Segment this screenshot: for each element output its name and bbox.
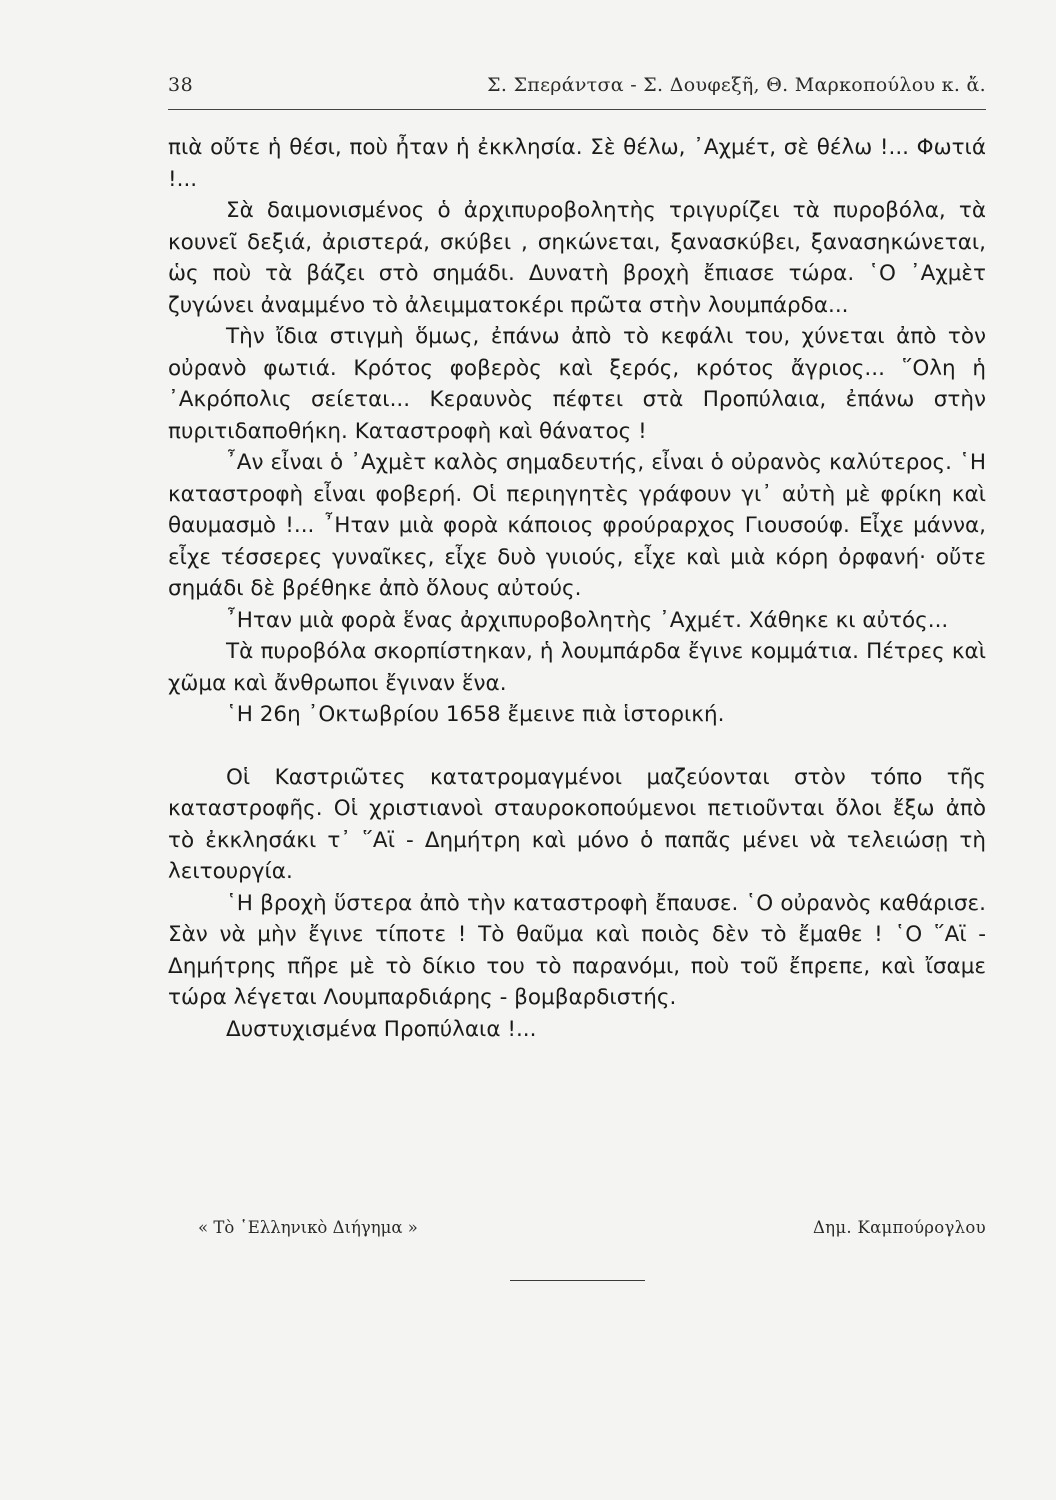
- source-attribution: [198, 1218, 986, 1248]
- source-author: Δημ. Καμπούρογλου: [812, 1218, 986, 1237]
- page-header: [168, 70, 986, 102]
- end-rule: [510, 1280, 645, 1281]
- paragraph-3: Τὴν ἴδια στιγμὴ ὅμως, ἐπάνω ἀπὸ τὸ κεφάλι του, χύνεται ἀπὸ τὸν οὐρανὸ φωτιά. Κρότος φοβερὸς καὶ ξερός, κρότος ἄγριος... ῞Ολη ἡ ᾿Ακρόπολις σείεται... Κεραυνὸς πέφτει στὰ Προπύλαια, ἐπάνω στὴν πυριτιδαποθήκη. Καταστροφὴ καὶ θάνατος !: [168, 324, 986, 444]
- paragraph-10: Δυστυχισμένα Προπύλαια !...: [226, 1016, 537, 1042]
- paragraph-7: ῾Η 26η ᾿Οκτωβρίου 1658 ἔμεινε πιὰ ἱστορική.: [226, 702, 725, 727]
- paragraph-1: πιὰ οὔτε ἡ θέσι, ποὺ ἦταν ἡ ἐκκλησία. Σὲ θέλω, ᾿Αχμέτ, σὲ θέλω !... Φωτιά !...: [168, 135, 986, 192]
- paragraph-8: Οἱ Καστριῶτες κατατρομαγμένοι μαζεύονται στὸν τόπο τῆς καταστροφῆς. Οἱ χριστιανοὶ σταυροκοπούμενοι πετιοῦνται ὅλοι ἔξω ἀπὸ τὸ ἐκκλησάκι τ᾿ ῞Αϊ - Δημήτρη καὶ μόνο ὁ παπᾶς μένει νὰ τελειώσῃ τὴ λειτουργία.: [168, 764, 986, 884]
- paragraph-9: ῾Η βροχὴ ὕστερα ἀπὸ τὴν καταστροφὴ ἔπαυσε. ῾Ο οὐρανὸς καθάρισε. Σὰν νὰ μὴν ἔγινε τίποτε ! Τὸ θαῦμα καὶ ποιὸς δὲν τὸ ἔμαθε ! ῾Ο ῞Αϊ - Δημήτρης πῆρε μὲ τὸ δίκιο του τὸ παρανόμι, ποὺ τοῦ ἔπρεπε, καὶ ἴσαμε τώρα λέγεται Λουμπαρδιάρης - βομβαρδιστής.: [168, 890, 986, 1010]
- page-number: 38: [168, 74, 194, 96]
- paragraph-4: ῏Αν εἶναι ὁ ᾿Αχμὲτ καλὸς σημαδευτής, εἶναι ὁ οὐρανὸς καλύτερος. ῾Η καταστροφὴ εἶναι φοβερή. Οἱ περιηγητὲς γράφουν γι᾿ αὐτὴ μὲ φρίκη καὶ θαυμασμὸ !... ῏Ηταν μιὰ φορὰ κάποιος φρούραρχος Γιουσούφ. Εἶχε μάννα, εἶχε τέσσερες γυναῖκες, εἶχε δυὸ γυιούς, εἶχε καὶ μιὰ κόρη ὀρφανή· οὔτε σημάδι δὲ βρέθηκε ἀπὸ ὅλους αὐτούς.: [168, 450, 986, 601]
- source-work: « Τὸ ῾Ελληνικὸ Διήγημα »: [198, 1218, 418, 1237]
- story-text: [168, 132, 986, 1045]
- running-title: Σ. Σπεράντσα - Σ. Δουφεξῆ, Θ. Μαρκοπούλου κ. ἄ.: [487, 74, 986, 96]
- paragraph-6: Τὰ πυροβόλα σκορπίστηκαν, ἡ λουμπάρδα ἔγινε κομμάτια. Πέτρες καὶ χῶμα καὶ ἄνθρωποι ἔγιναν ἕνα.: [168, 639, 986, 696]
- paragraph-2: Σὰ δαιμονισμένος ὁ ἀρχιπυροβολητὴς τριγυρίζει τὰ πυροβόλα, τὰ κουνεῖ δεξιά, ἀριστερά, σκύβει , σηκώνεται, ξανασκύβει, ξανασηκώνεται, ὡς ποὺ τὰ βάζει στὸ σημάδι. Δυνατὴ βροχὴ ἔπιασε τώρα. ῾Ο ᾿Αχμὲτ ζυγώνει ἀναμμένο τὸ ἀλειμματοκέρι πρῶτα στὴν λουμπάρδα...: [168, 198, 986, 318]
- header-rule: [168, 109, 986, 110]
- paragraph-5: ῏Ηταν μιὰ φορὰ ἕνας ἀρχιπυροβολητὴς ᾿Αχμέτ. Χάθηκε κι αὐτός...: [226, 607, 949, 633]
